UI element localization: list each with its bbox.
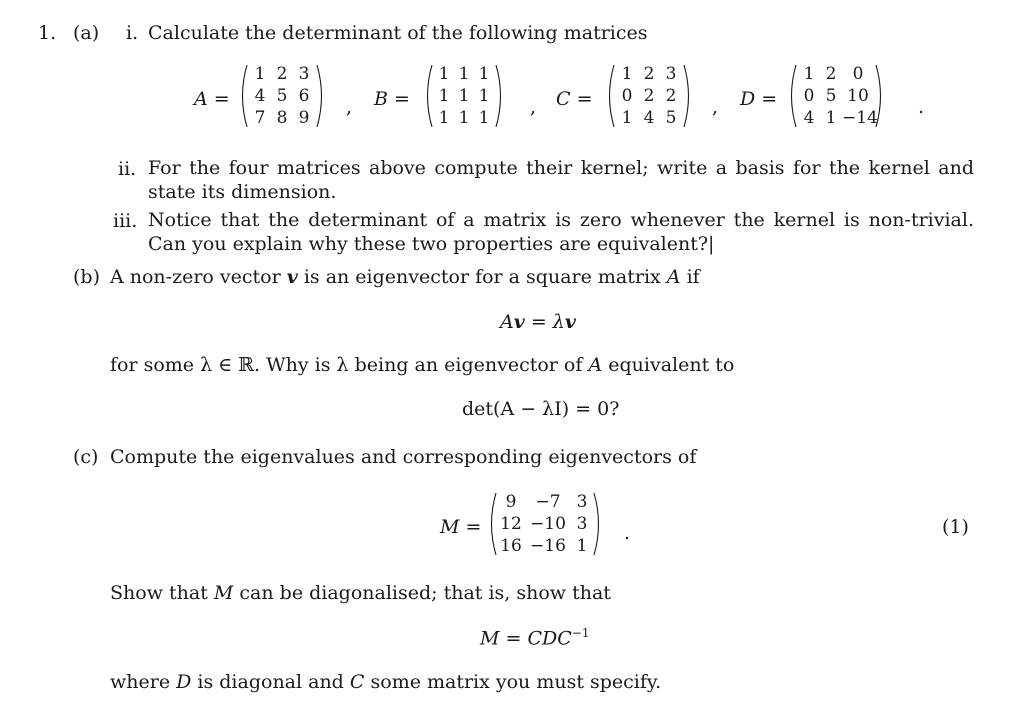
matrix-cell: 2 — [665, 86, 677, 106]
item-ii-text: For the four matrices above compute their kernel; write a basis for the kernel and state its dimension. — [148, 157, 974, 203]
part-b-line2: for some λ ∈ ℝ. Why is λ being an eigenvector of A equivalent to — [110, 354, 735, 376]
matrix-cell: 1 — [621, 64, 633, 84]
part-c-line2: Show that M can be diagonalised; that is, show that — [110, 582, 611, 604]
matrix-c — [604, 62, 694, 130]
matrix-cell: 1 — [478, 108, 490, 128]
matrix-cell: 4 — [803, 108, 815, 128]
part-b-line1: A non-zero vector v is an eigenvector for a square matrix A if — [110, 266, 700, 288]
left-paren-icon — [486, 492, 498, 556]
matrix-label-a: A = — [194, 88, 230, 110]
matrix-cell: 5 — [825, 86, 837, 106]
matrix-cell: −10 — [530, 514, 566, 534]
matrix-cell: 5 — [276, 86, 288, 106]
left-paren-icon — [422, 64, 434, 128]
matrix-label-m: M = — [440, 516, 482, 538]
matrix-separator: . — [624, 522, 631, 544]
matrix-separator: , — [712, 96, 719, 118]
matrix-cell: 1 — [458, 86, 470, 106]
equation-det: det(A − λI) = 0? — [462, 398, 620, 420]
matrix-cell: 3 — [576, 492, 588, 512]
matrix-cell: 8 — [276, 108, 288, 128]
right-paren-icon — [592, 492, 604, 556]
matrix-cell: 1 — [458, 64, 470, 84]
matrix-label-c: C = — [556, 88, 593, 110]
part-a-label: (a) — [73, 22, 100, 44]
item-ii-label: ii. — [118, 158, 137, 180]
matrix-label-d: D = — [740, 88, 778, 110]
matrix-cell: 1 — [458, 108, 470, 128]
matrix-cell: 1 — [438, 64, 450, 84]
matrix-cell: 1 — [576, 536, 588, 556]
matrix-cell: 1 — [438, 86, 450, 106]
matrix-separator: , — [530, 96, 537, 118]
right-paren-icon — [682, 64, 694, 128]
matrix-cell: 0 — [803, 86, 815, 106]
matrix-cell: 1 — [621, 108, 633, 128]
left-paren-icon — [604, 64, 616, 128]
item-iii-text: Notice that the determinant of a matrix is zero whenever the kernel is non-trivial. Can you explain why these two properties are equivalent?| — [148, 209, 974, 255]
matrix-cell: 10 — [847, 86, 869, 106]
right-paren-icon — [315, 64, 327, 128]
matrix-cell: −16 — [530, 536, 566, 556]
matrix-cell: 0 — [852, 64, 864, 84]
matrix-cell: 3 — [665, 64, 677, 84]
matrix-cell: 9 — [298, 108, 310, 128]
matrix-cell: 1 — [438, 108, 450, 128]
matrix-cell: 4 — [643, 108, 655, 128]
matrix-separator: , — [346, 96, 353, 118]
right-paren-icon — [874, 64, 886, 128]
left-paren-icon — [786, 64, 798, 128]
matrix-cell: 3 — [576, 514, 588, 534]
matrix-cell: 7 — [254, 108, 266, 128]
part-c-line3: where D is diagonal and C some matrix you must specify. — [110, 671, 662, 693]
matrix-cell: 9 — [505, 492, 517, 512]
matrix-label-b: B = — [374, 88, 410, 110]
matrix-m — [486, 490, 604, 558]
part-c-label: (c) — [73, 446, 99, 468]
matrix-cell: −7 — [535, 492, 561, 512]
matrix-cell: 2 — [276, 64, 288, 84]
equation-diag: $M = CDC^{-1}$ — [480, 626, 590, 650]
matrix-cell: 16 — [500, 536, 522, 556]
matrix-b — [422, 62, 506, 130]
matrix-cell: 2 — [825, 64, 837, 84]
matrix-cell: 1 — [254, 64, 266, 84]
matrix-separator: . — [918, 96, 925, 118]
matrix-cell: 0 — [621, 86, 633, 106]
question-number: 1. — [38, 22, 57, 44]
part-b-label: (b) — [73, 266, 100, 288]
matrix-cell: 1 — [825, 108, 837, 128]
left-paren-icon — [237, 64, 249, 128]
matrix-cell: 1 — [478, 86, 490, 106]
right-paren-icon — [494, 64, 506, 128]
matrix-cell: 2 — [643, 86, 655, 106]
matrix-cell: 2 — [643, 64, 655, 84]
matrix-cell: 6 — [298, 86, 310, 106]
matrix-d — [786, 62, 886, 130]
part-c-text: Compute the eigenvalues and corresponding eigenvectors of — [110, 446, 697, 468]
item-i-text: Calculate the determinant of the following matrices — [148, 22, 648, 44]
matrix-cell: 1 — [803, 64, 815, 84]
matrix-cell: 12 — [500, 514, 522, 534]
matrix-cell: 4 — [254, 86, 266, 106]
equation-eigen: Av = λv — [500, 311, 576, 333]
item-i-label: i. — [126, 22, 139, 44]
matrix-cell: 5 — [665, 108, 677, 128]
matrix-cell: −14 — [842, 108, 878, 128]
matrix-cell: 3 — [298, 64, 310, 84]
item-iii-label: iii. — [113, 210, 138, 232]
equation-number: (1) — [942, 516, 969, 538]
matrix-cell: 1 — [478, 64, 490, 84]
vector-v: v — [286, 266, 298, 288]
matrix-a — [237, 62, 327, 130]
